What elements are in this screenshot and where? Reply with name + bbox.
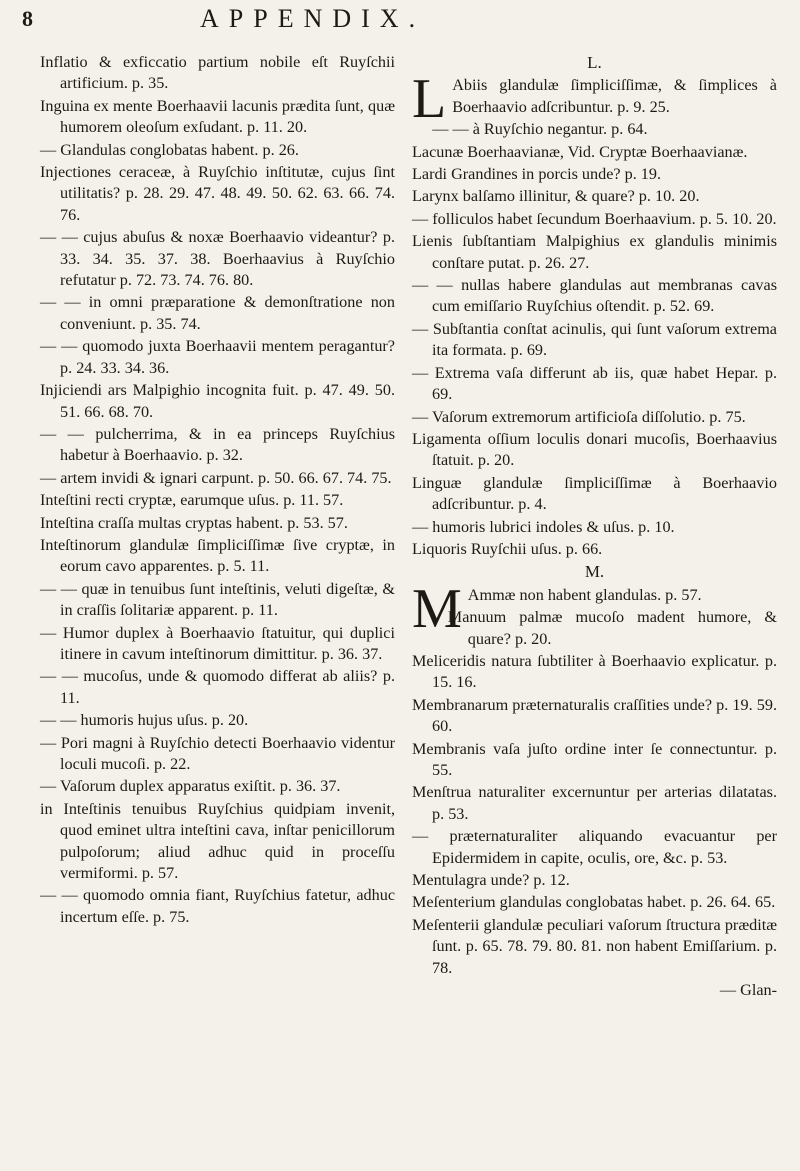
index-entry: Membranis vaſa juſto ordine inter ſe connectuntur. p. 55. <box>412 739 777 779</box>
index-entry: Injiciendi ars Malpighio incognita fuit. p. 47. 49. 50. 51. 66. 68. 70. <box>40 381 395 421</box>
running-title: APPENDIX. <box>200 4 426 33</box>
index-entry: Lacunæ Boerhaavianæ, Vid. Cryptæ Boerhaavianæ. <box>412 142 748 161</box>
index-entry: — — cujus abuſus & noxæ Boerhaavio videantur? p. 33. 34. 35. 37. 38. Boerhaavius à Ruyſchio refutatur p. 72. 73. 74. 76. 80. <box>40 228 395 290</box>
index-entry: Lardi Grandines in porcis unde? p. 19. <box>412 165 662 184</box>
index-entry: Inguina ex mente Boerhaavii lacunis prædita ſunt, quæ humorem oleoſum exſudant. p. 11. 20. <box>40 96 395 137</box>
index-entry-text: Abiis glandulæ ſimpliciſſimæ, & ſimplices à Boerhaavio adſcribuntur. p. 9. 25. <box>452 76 777 116</box>
index-entry: Inteſtina craſſa multas cryptas habent. p. 53. 57. <box>40 513 348 532</box>
index-entry: Inteſtinorum glandulæ ſimpliciſſimæ ſive cryptæ, in eorum cavo apparentes. p. 5. 11. <box>40 535 395 576</box>
index-entry: in Inteſtinis tenuibus Ruyſchius quidpiam invenit, quod eminet ultra inteſtini cava, inſtar penicillorum pulpoſorum; aliud adhuc quid in proceſſu vermiformi. p. 57. <box>40 799 395 883</box>
index-entry: — artem invidi & ignari carpunt. p. 50. 66. 67. 74. 75. <box>40 468 392 487</box>
index-entry: — Pori magni à Ruyſchio detecti Boerhaavio videntur loculi mucoſi. p. 22. <box>40 733 395 773</box>
index-entry: Larynx balſamo illinitur, & quare? p. 10. 20. <box>412 187 700 206</box>
index-entry: Meliceridis natura ſubtiliter à Boerhaavio explicatur. p. 15. 16. <box>412 651 777 692</box>
index-entry: — præternaturaliter aliquando evacuantur per Epidermidem in capite, oculis, ore, &c. p. 53. <box>412 827 777 867</box>
section-l-entries <box>412 119 777 560</box>
index-column-left <box>40 52 395 929</box>
index-entry: — — mucoſus, unde & quomodo differat ab aliis? p. 11. <box>40 667 395 707</box>
page-number: 8 <box>22 6 33 31</box>
index-column-right <box>412 52 777 1001</box>
index-entry: — — humoris hujus uſus. p. 20. <box>40 711 249 730</box>
index-entry: Inteſtini recti cryptæ, earumque uſus. p. 11. 57. <box>40 491 344 510</box>
index-entry: Inflatio & exficcatio partium nobile eſt Ruyſchii artificium. p. 35. <box>40 53 395 93</box>
index-entry: — humoris lubrici indoles & uſus. p. 10. <box>412 517 675 536</box>
index-entry: — folliculos habet ſecundum Boerhaavium. p. 5. 10. 20. <box>412 209 777 228</box>
index-entry: — — quomodo juxta Boerhaavii mentem peragantur? p. 24. 33. 34. 36. <box>40 337 395 377</box>
dropcap-m: M <box>412 577 462 640</box>
index-entry: Menſtrua naturaliter excernuntur per arterias dilatatas. p. 53. <box>412 783 777 823</box>
section-letter-m: M. <box>584 562 605 582</box>
dropcap-l: L <box>412 68 447 131</box>
index-entry: Lienis ſubſtantiam Malpighius ex glandulis minimis conſtare putat. p. 26. 27. <box>412 232 777 272</box>
index-entry: — Humor duplex à Boerhaavio ſtatuitur, qui duplici itinere in cavum inteſtinorum dimittitur. p. 36. 37. <box>40 623 395 663</box>
index-entry: — — quæ in tenuibus ſunt inteſtinis, veluti digeſtæ, & in craſſis ſolitariæ apparent. p. 11. <box>40 579 395 620</box>
index-entry: Liquoris Ruyſchii uſus. p. 66. <box>412 539 603 558</box>
index-entry: — — nullas habere glandulas aut membranas cavas cum emiſſario Ruyſchius oſtendit. p. 52. 69. <box>412 276 777 316</box>
catchword: — Glan- <box>719 981 777 1000</box>
index-entry: — — quomodo omnia fiant, Ruyſchius fatetur, adhuc incertum eſſe. p. 75. <box>40 886 395 926</box>
index-entry: — Extrema vaſa differunt ab iis, quæ habet Hepar. p. 69. <box>412 363 777 404</box>
index-entry: — Vaſorum extremorum artificioſa diſſolutio. p. 75. <box>412 407 746 426</box>
index-entry: Membranarum præternaturalis craſſities unde? p. 19. 59. 60. <box>412 695 777 736</box>
index-entry: Injectiones ceraceæ, à Ruyſchio inſtitutæ, cujus ſint utilitatis? p. 28. 29. 47. 48. 49. 50. 62. 63. 66. 74. 76. <box>40 163 395 224</box>
index-entry: Manuum palmæ mucoſo madent humore, & quare? p. 20. <box>447 608 777 648</box>
index-entry: — — à Ruyſchio negantur. p. 64. <box>432 120 648 139</box>
index-entry: — — pulcherrima, & in ea princeps Ruyſchius habetur à Boerhaavio. p. 32. <box>40 424 395 465</box>
section-m-entries <box>412 607 777 979</box>
index-entry: — Vaſorum duplex apparatus exiſtit. p. 36. 37. <box>40 777 341 796</box>
index-entry: — Glandulas conglobatas habent. p. 26. <box>40 140 299 159</box>
index-entry: Meſenterium glandulas conglobatas habet. p. 26. 64. 65. <box>412 893 776 912</box>
index-entry: Mentulagra unde? p. 12. <box>412 871 570 890</box>
section-letter-l: L. <box>587 53 602 72</box>
index-entry: — — in omni præparatione & demonſtratione non conveniunt. p. 35. 74. <box>40 293 395 333</box>
index-entry: Linguæ glandulæ ſimpliciſſimæ à Boerhaavio adſcribuntur. p. 4. <box>412 473 777 514</box>
index-entry-text: Ammæ non habent glandulas. p. 57. <box>467 585 702 604</box>
index-entry: Meſenterii glandulæ peculiari vaſorum ſtructura præditæ ſunt. p. 65. 78. 79. 80. 81. non habent Emiſſarium. p. 78. <box>412 915 777 977</box>
index-entry: — Subſtantia conſtat acinulis, qui ſunt vaſorum extrema ita formata. p. 69. <box>412 319 777 360</box>
index-entry: Ligamenta oſſium loculis donari mucoſis, Boerhaavius ſtatuit. p. 20. <box>412 429 777 470</box>
